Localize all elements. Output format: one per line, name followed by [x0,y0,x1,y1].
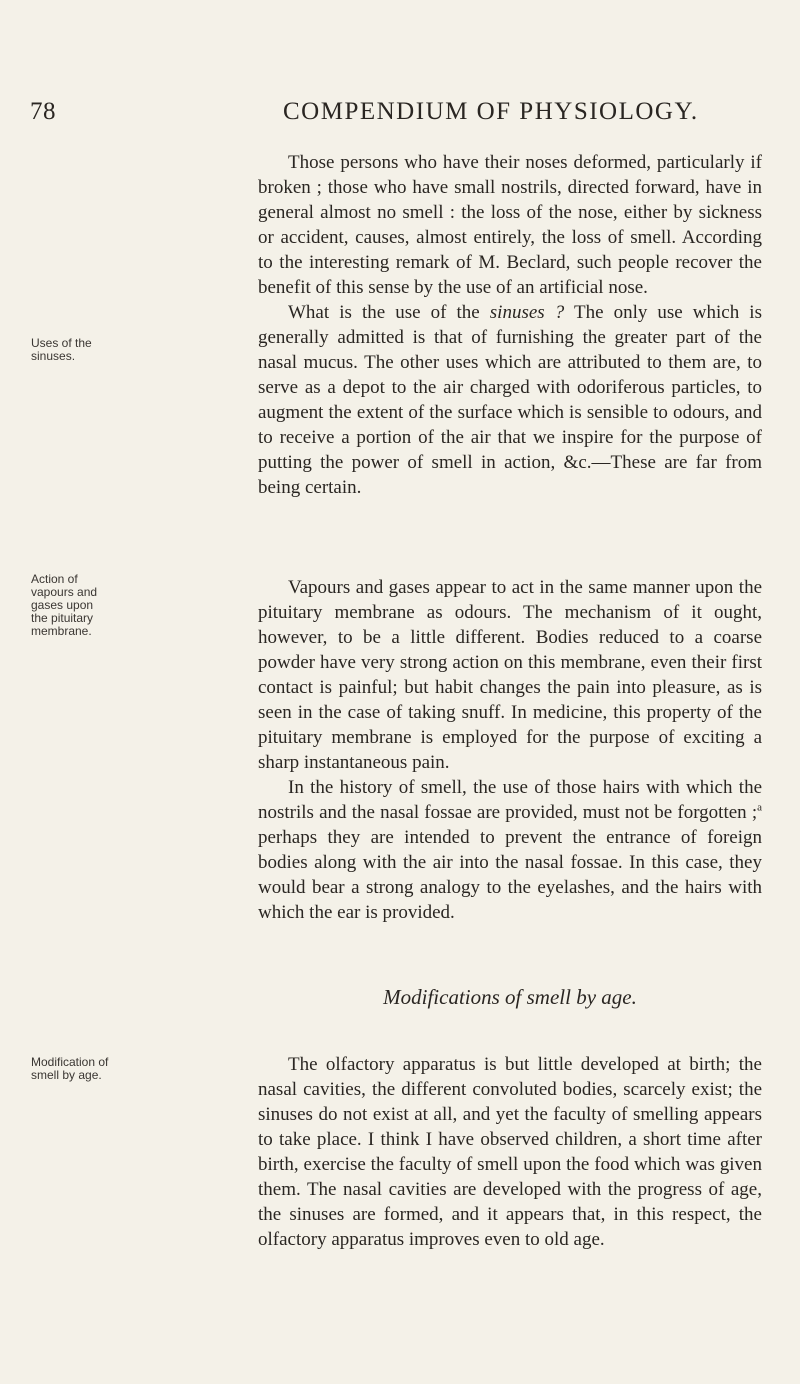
text-block-1 [258,150,762,500]
running-head: COMPENDIUM OF PHYSIOLOGY. [283,98,699,125]
text-block-vapours [258,575,762,925]
footnote-marker: a [757,801,762,814]
section-heading: Modifications of smell by age. [383,985,637,1009]
p4-start: In the history of smell, the use of those hairs with which the nostrils and the nasal fossae are provided, must not be forgotten ; [258,777,762,823]
paragraph-deformed-noses: Those persons who have their noses deformed, particularly if broken ; those who have small nostrils, directed forward, have in general almost no smell : the loss of the nose, either by sickness or accident, causes, almost entirely, the loss of smell. According to the interesting remark of M. Beclard, such people recover the benefit of this sense by the use of an artificial nose. [258,152,762,298]
sidenote-age: Modification of smell by age. [31,1055,109,1082]
sidenote-sinuses: Uses of the sinuses. [31,336,92,363]
p2-emphasis: sinuses ? [489,302,565,323]
page-number: 78 [30,98,56,125]
p2-start: What is the use of the [288,302,490,323]
paragraph-age: The olfactory apparatus is but little developed at birth; the nasal cavities, the different convoluted bodies, scarcely exist; the sinuses do not exist at all, and yet the faculty of smelling appears to take place. I think I have observed children, a short time after birth, exercise the faculty of smell upon the food which was given them. The nasal cavities are developed with the progress of age, the sinuses are formed, and it appears that, in this respect, the olfactory apparatus improves even to old age. [258,1054,762,1250]
text-block-age [258,1052,762,1252]
paragraph-hairs [258,775,762,925]
p2-rest: The only use which is generally admitted is that of furnishing the greater part of the nasal mucus. The other uses which are attributed to them are, to serve as a depot to the air charged with odoriferous particles, to augment the extent of the surface which is sensible to odours, and to receive a portion of the air that we inspire for the purpose of putting the power of smell in action, &c.—These are far from being certain. [258,302,762,498]
paragraph-sinuses [258,300,762,500]
paragraph-vapours: Vapours and gases appear to act in the same manner upon the pituitary membrane as odours. The mechanism of it ought, however, to be a little different. Bodies reduced to a coarse powder have very strong action on this membrane, even their first contact is painful; but habit changes the pain into pleasure, as is seen in the case of taking snuff. In medicine, this property of the pituitary membrane is employed for the purpose of exciting a sharp instantaneous pain. [258,577,762,773]
sidenote-vapours: Action of vapours and gases upon the pituitary membrane. [31,572,98,638]
p4-rest: perhaps they are intended to prevent the entrance of foreign bodies along with the air into the nasal fossae. In this case, they would bear a strong analogy to the eyelashes, and the hairs with which the ear is provided. [258,827,762,923]
